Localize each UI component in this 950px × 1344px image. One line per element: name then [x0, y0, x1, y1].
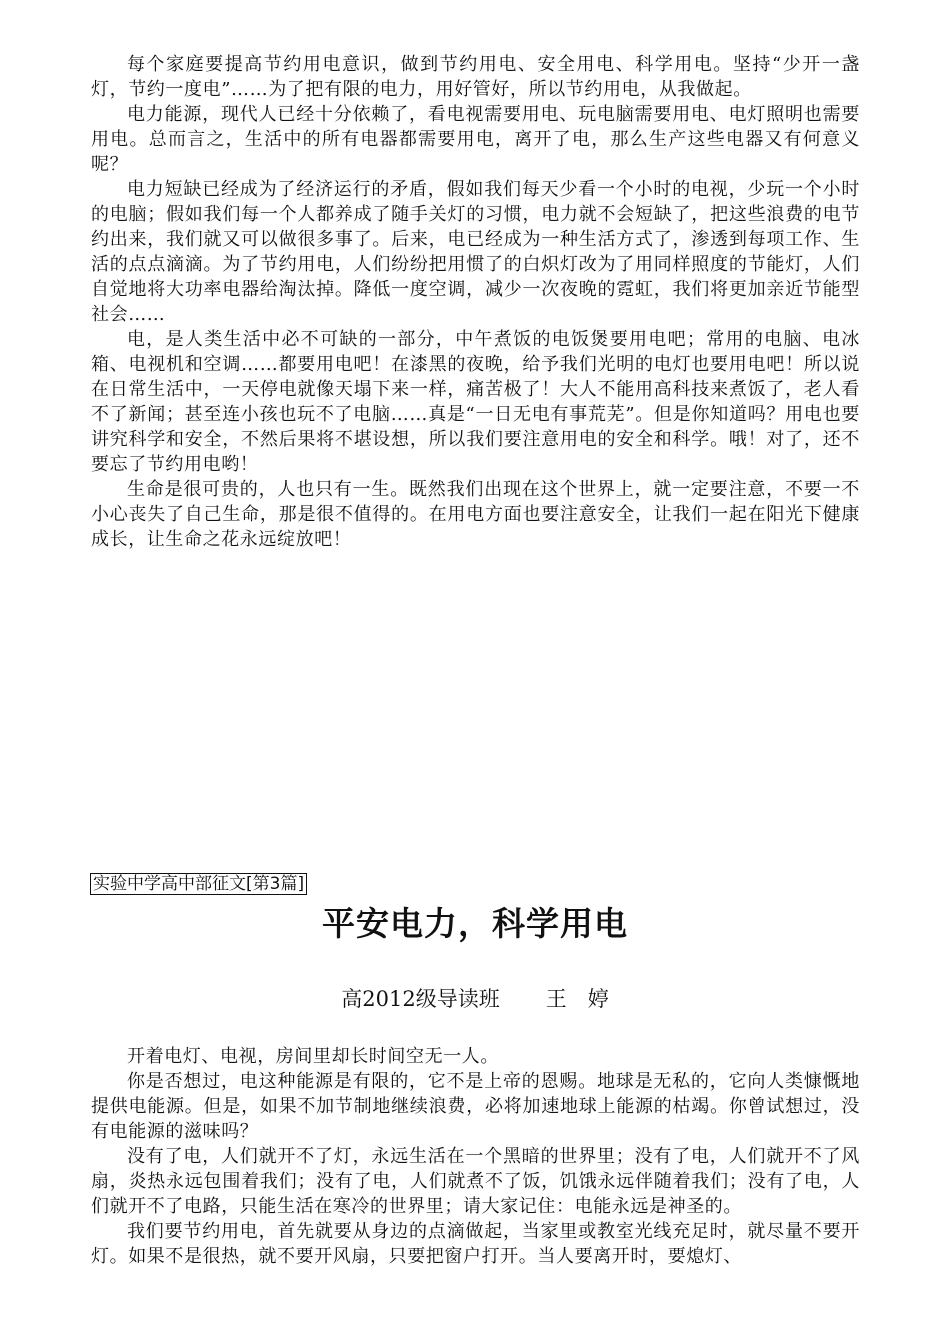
author-name: 王 婷 — [545, 987, 609, 1011]
paragraph: 电力短缺已经成为了经济运行的矛盾，假如我们每天少看一个小时的电视，少玩一个小时的电脑；假如我们每一个人都养成了随手关灯的习惯，电力就不会短缺了，把这些浪费的电节约出来，我们就又可以做很多事了。后来，电已经成为一种生活方式了，渗透到每项工作、生活的点点滴滴。为了节约用电，人们纷纷把用惯了的白炽灯改为了用同样照度的节能灯，人们自觉地将大功率电器给淘汰掉。降低一度空调，减少一次夜晚的霓虹，我们将更加亲近节能型社会…… — [91, 179, 860, 325]
author-class: 高2012级导读班 — [341, 987, 500, 1011]
essay-byline — [0, 984, 950, 1014]
essay-number-tag: 实验中学高中部征文[第3篇] — [90, 873, 307, 895]
paragraph: 电力能源，现代人已经十分依赖了，看电视需要用电、玩电脑需要用电、电灯照明也需要用电。总而言之，生活中的所有电器都需要用电，离开了电，那么生产这些电器又有何意义呢？ — [91, 104, 860, 175]
paragraph: 我们要节约用电，首先就要从身边的点滴做起，当家里或教室光线充足时，就尽量不要开灯。如果不是很热，就不要开风扇，只要把窗户打开。当人要离开时，要熄灯、 — [91, 1221, 860, 1267]
essay-body-continued — [91, 52, 860, 552]
paragraph: 没有了电，人们就开不了灯，永远生活在一个黑暗的世界里；没有了电，人们就开不了风扇，炎热永远包围着我们；没有了电，人们就煮不了饭，饥饿永远伴随着我们；没有了电，人们就开不了电路，只能生活在寒冷的世界里；请大家记住：电能永远是神圣的。 — [91, 1146, 860, 1217]
essay-body — [91, 1044, 860, 1269]
paragraph: 你是否想过，电这种能源是有限的，它不是上帝的恩赐。地球是无私的，它向人类慷慨地提供电能源。但是，如果不加节制地继续浪费，必将加速地球上能源的枯竭。你曾试想过，没有电能源的滋味吗？ — [91, 1071, 860, 1142]
paragraph: 开着电灯、电视，房间里却长时间空无一人。 — [127, 1046, 499, 1067]
paragraph: 电，是人类生活中必不可缺的一部分，中午煮饭的电饭煲要用电吧；常用的电脑、电冰箱、电视机和空调……都要用电吧！在漆黑的夜晚，给予我们光明的电灯也要用电吧！所以说在日常生活中，一天停电就像天塌下来一样，痛苦极了！大人不能用高科技来煮饭了，老人看不了新闻；甚至连小孩也玩不了电脑……真是“一日无电有事荒芜”。但是你知道吗？用电也要讲究科学和安全，不然后果将不堪设想，所以我们要注意用电的安全和科学。哦！对了，还不要忘了节约用电哟！ — [91, 329, 860, 475]
paragraph: 每个家庭要提高节约用电意识，做到节约用电、安全用电、科学用电。坚持“少开一盏灯，节约一度电”……为了把有限的电力，用好管好，所以节约用电，从我做起。 — [91, 54, 860, 100]
essay-title: 平安电力，科学用电 — [322, 904, 628, 943]
paragraph: 生命是很可贵的，人也只有一生。既然我们出现在这个世界上，就一定要注意，不要一不小心丧失了自己生命，那是很不值得的。在用电方面也要注意安全，让我们一起在阳光下健康成长，让生命之花永远绽放吧！ — [91, 479, 860, 550]
